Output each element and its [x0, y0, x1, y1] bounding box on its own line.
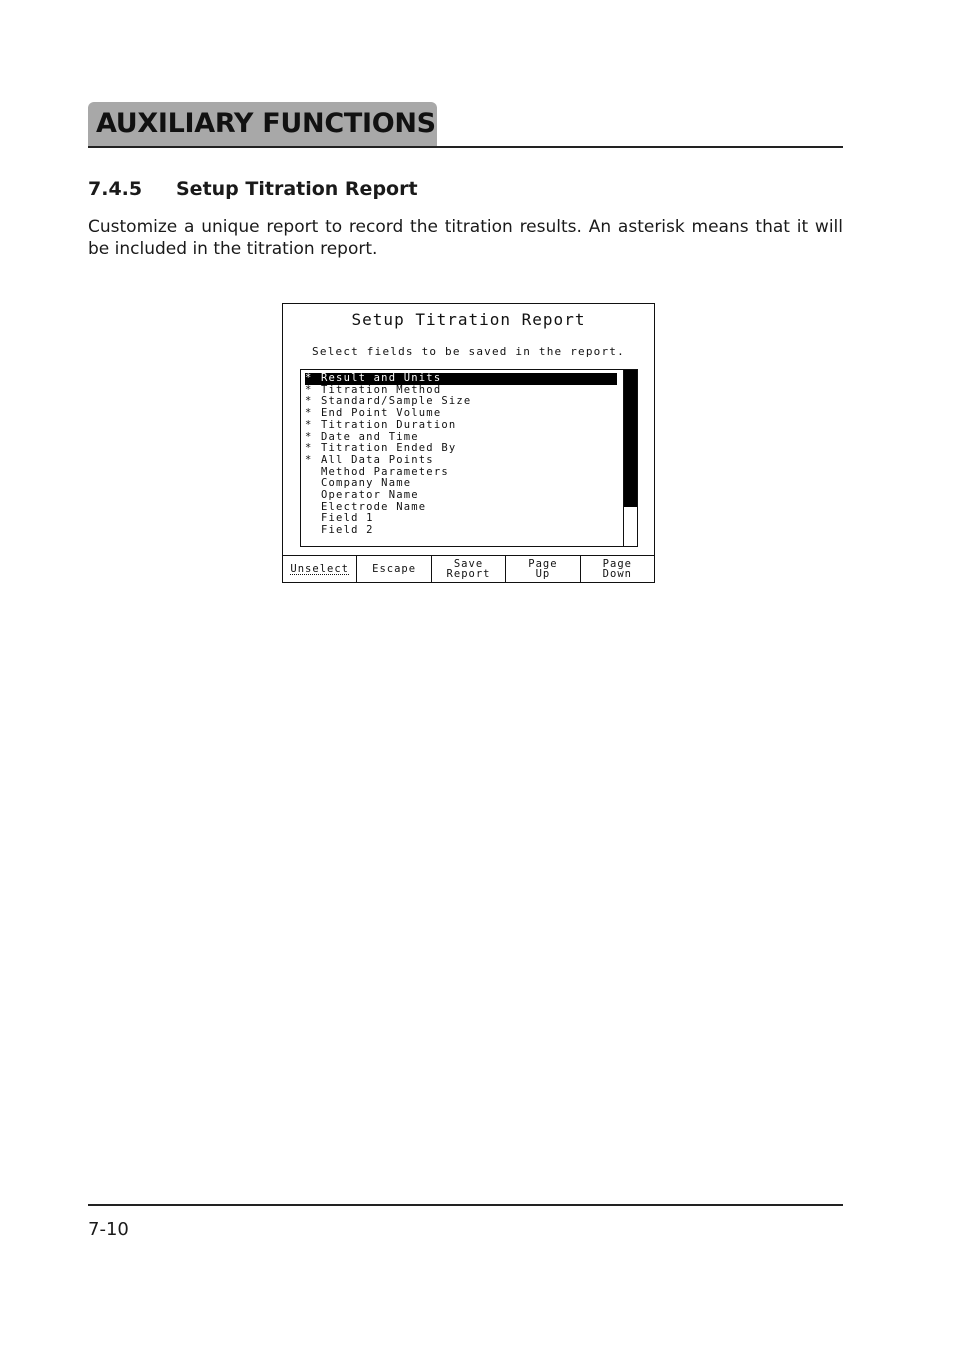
chapter-title: AUXILIARY FUNCTIONS: [96, 108, 436, 139]
softkey-label: Report: [446, 568, 491, 580]
softkey-page-down[interactable]: [581, 556, 654, 582]
asterisk-marker: *: [305, 395, 313, 408]
asterisk-marker: *: [305, 442, 313, 455]
field-label: Field 2: [321, 524, 374, 537]
softkey-bar: [283, 555, 654, 582]
section-heading: [88, 178, 418, 200]
footer-rule: [88, 1204, 843, 1206]
scrollbar[interactable]: [623, 370, 637, 546]
asterisk-marker: *: [305, 383, 313, 396]
section-title: Setup Titration Report: [176, 178, 418, 200]
screen-title: Setup Titration Report: [351, 310, 586, 329]
asterisk-marker: *: [305, 453, 313, 466]
field-label: Company Name: [321, 477, 412, 490]
softkey-label: Save: [453, 558, 484, 570]
body-paragraph: Customize a unique report to record the titration results. An asterisk means that it will be included in the titration report.: [88, 217, 843, 259]
field-label: Date and Time: [321, 430, 419, 443]
header-rule: [88, 146, 843, 148]
field-label: All Data Points: [321, 453, 434, 466]
chapter-tab: [88, 102, 437, 146]
field-label: Electrode Name: [321, 500, 427, 513]
field-label: Operator Name: [321, 489, 419, 501]
softkey-label: Down: [602, 568, 632, 580]
softkey-unselect[interactable]: [283, 556, 357, 582]
screen-instruction: Select fields to be saved in the report.: [312, 345, 625, 358]
field-label: Standard/Sample Size: [321, 395, 472, 408]
softkey-save-report[interactable]: [432, 556, 506, 582]
field-label: Titration Method: [321, 383, 442, 396]
field-label: Result and Units: [321, 372, 442, 384]
field-label: End Point Volume: [321, 407, 442, 420]
scroll-thumb[interactable]: [624, 370, 637, 507]
softkey-label: Escape: [372, 563, 417, 575]
asterisk-marker: *: [305, 407, 313, 420]
field-label: Field 1: [321, 512, 374, 525]
softkey-label: Unselect: [290, 562, 349, 575]
softkey-page-up[interactable]: [506, 556, 580, 582]
device-screen: [282, 303, 655, 583]
softkey-label: Up: [535, 568, 551, 580]
softkey-escape[interactable]: [357, 556, 431, 582]
field-item[interactable]: [305, 525, 617, 537]
field-label: Titration Ended By: [321, 442, 457, 455]
section-number: 7.4.5: [88, 178, 143, 200]
field-label: Titration Duration: [321, 418, 457, 431]
field-label: Method Parameters: [321, 465, 449, 478]
field-list[interactable]: [300, 369, 638, 547]
softkey-label: Page: [528, 558, 558, 570]
asterisk-marker: *: [305, 418, 313, 431]
asterisk-marker: *: [305, 430, 313, 443]
softkey-label: Page: [602, 558, 632, 570]
asterisk-marker: *: [305, 372, 313, 384]
page-number: 7-10: [88, 1219, 129, 1240]
